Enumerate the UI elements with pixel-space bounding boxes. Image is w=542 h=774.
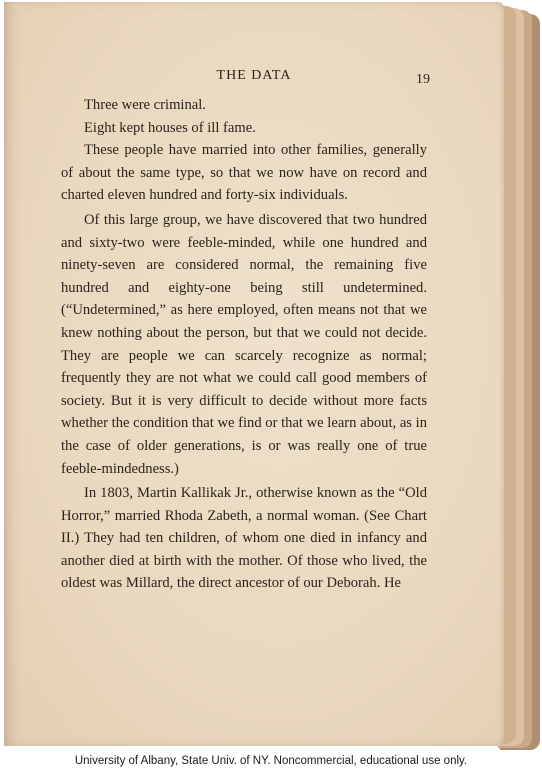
page-number: 19 — [416, 72, 430, 87]
paragraph: Eight kept houses of ill fame. — [84, 119, 256, 136]
paragraph: In 1803, Martin Kallikak Jr., otherwise known as the “Old Horror,” married Rhoda Zabeth, a normal woman. (See Chart II.) They had ten children, of whom one died in infancy and another died at birth with the mother. Of those who lived, the oldest was Millard, the direct ancestor of our Deborah. He — [61, 485, 427, 592]
paragraph: Three were criminal. — [84, 97, 206, 113]
running-head: THE DATA — [216, 68, 292, 83]
paragraph: These people have married into other families, generally of about the same type, so that we now have on record and charted eleven hundred and forty-six individuals. — [61, 142, 427, 204]
paragraph: Of this large group, we have discovered that two hundred and sixty-two were feeble-minded, while one hundred and ninety-seven are considered normal, the remaining five hundred and eighty-one being still undetermined. (“Undetermined,” as here employed, often means not that we knew nothing about the person, but that we could not decide. They are people we can scarcely recognize as normal; frequently they are not what we could call good members of society. But it is very difficult to decide without more facts whether the condition that we find or that we learn about, as in the case of older generations, is or was really one of true feeble-mindedness.) — [61, 211, 427, 477]
archive-credit: University of Albany, State Univ. of NY. Noncommercial, educational use only. — [74, 755, 468, 767]
body-text — [61, 94, 427, 595]
book-page — [4, 2, 504, 746]
